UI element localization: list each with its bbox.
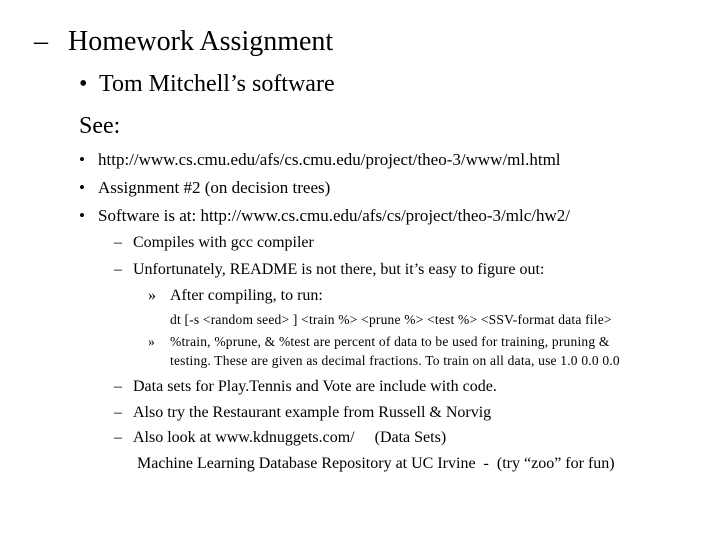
restaurant-example-text: Also try the Restaurant example from Russell & Norvig (133, 404, 492, 421)
dash-marker: – (114, 234, 122, 251)
assignment-bullet-text: Assignment #2 (on decision trees) (98, 178, 331, 197)
bullet-marker: • (79, 178, 85, 197)
datasets-text: Data sets for Play.Tennis and Vote are include with code. (133, 378, 497, 395)
param-note-line-2: testing. These are given as decimal fractions. To train on all data, use 1.0 0.0 0.0 (170, 353, 620, 368)
param-note-line-1: %train, %prune, & %test are percent of data to be used for training, pruning & (170, 334, 610, 349)
url-link-ml-html: http://www.cs.cmu.edu/afs/cs.cmu.edu/project/theo-3/www/ml.html (98, 150, 561, 169)
dash-marker: – (114, 378, 122, 395)
bullet-marker: • (79, 150, 85, 169)
dash-marker: – (114, 261, 122, 278)
slide-heading: Homework Assignment (68, 26, 334, 57)
dash-marker: – (34, 26, 48, 57)
readme-note-text: Unfortunately, README is not there, but it’s easy to figure out: (133, 261, 545, 278)
double-chevron-marker: » (148, 287, 156, 304)
see-label: See: (79, 113, 121, 139)
uci-repository-text: Machine Learning Database Repository at UC Irvine - (try “zoo” for fun) (137, 455, 615, 472)
bullet-marker: • (79, 71, 88, 97)
run-note-text: After compiling, to run: (170, 287, 323, 304)
main-bullet-text: Tom Mitchell’s software (99, 71, 335, 97)
command-usage-text: dt [-s <random seed> ] <train %> <prune %> <test %> <SSV-format data file> (170, 312, 612, 327)
compiles-text: Compiles with gcc compiler (133, 234, 314, 251)
bullet-marker: • (79, 206, 85, 225)
software-location-text: Software is at: http://www.cs.cmu.edu/afs/cs/project/theo-3/mlc/hw2/ (98, 206, 570, 225)
dash-marker: – (114, 429, 122, 446)
kdnuggets-text: Also look at www.kdnuggets.com/ (Data Sets) (133, 429, 447, 446)
dash-marker: – (114, 404, 122, 421)
double-chevron-marker: » (148, 334, 155, 349)
